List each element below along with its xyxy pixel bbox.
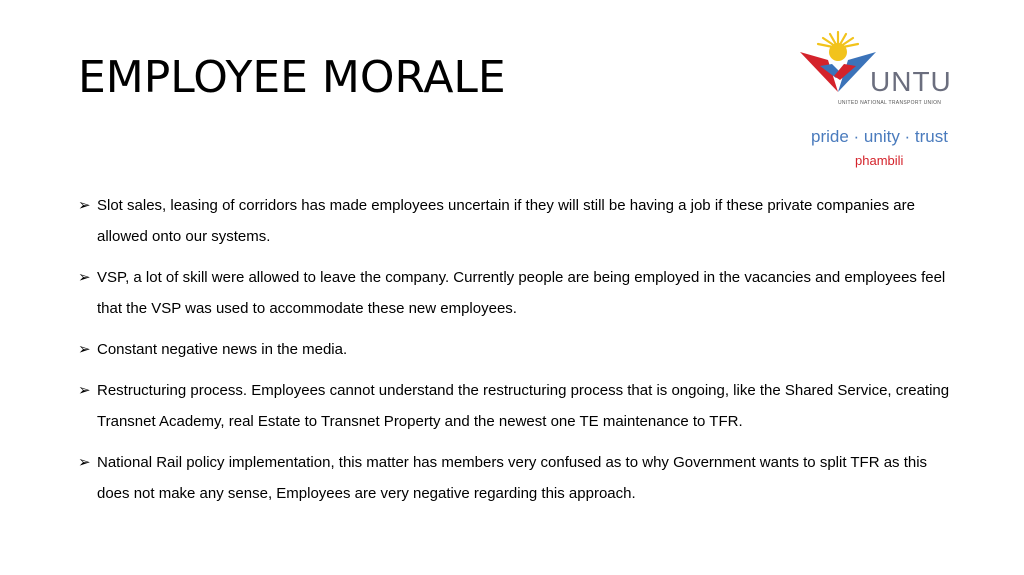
bullet-item xyxy=(78,334,958,365)
arrow-bullet-icon: ➢ xyxy=(78,197,91,214)
bullet-item xyxy=(78,447,958,509)
logo-subtitle: UNITED NATIONAL TRANSPORT UNION xyxy=(838,100,942,106)
bullet-text: National Rail policy implementation, this matter has members very confused as to why Government wants to split TFR as this does not make any sense, Employees are very negative regarding this approach. xyxy=(97,454,928,502)
arrow-bullet-icon: ➢ xyxy=(78,341,91,358)
subtag: phambili xyxy=(855,153,904,168)
arrow-bullet-icon: ➢ xyxy=(78,382,91,399)
bullet-item xyxy=(78,375,958,437)
tagline: pride · unity · trust xyxy=(811,127,948,146)
bullet-text: Constant negative news in the media. xyxy=(97,341,348,358)
logo-wordmark: UNTU xyxy=(870,66,952,97)
arrow-bullet-icon: ➢ xyxy=(78,269,91,286)
bullet-text: VSP, a lot of skill were allowed to leave the company. Currently people are being employed in the vacancies and employees feel that the VSP was used to accommodate these new employees. xyxy=(97,269,946,317)
bullet-item xyxy=(78,190,958,252)
bullet-text: Restructuring process. Employees cannot understand the restructuring process that is ongoing, like the Shared Service, creating Transnet Academy, real Estate to Transnet Property and the newest one TE maintenance to TFR. xyxy=(97,382,950,430)
bullet-item xyxy=(78,262,958,324)
handshake-sun-icon xyxy=(798,30,878,100)
bullet-text: Slot sales, leasing of corridors has made employees uncertain if they will still be having a job if these private companies are allowed onto our systems. xyxy=(97,197,915,245)
arrow-bullet-icon: ➢ xyxy=(78,454,91,471)
untu-logo xyxy=(798,30,958,110)
bullet-list xyxy=(78,190,958,519)
slide-title: EMPLOYEE MORALE xyxy=(78,52,506,103)
